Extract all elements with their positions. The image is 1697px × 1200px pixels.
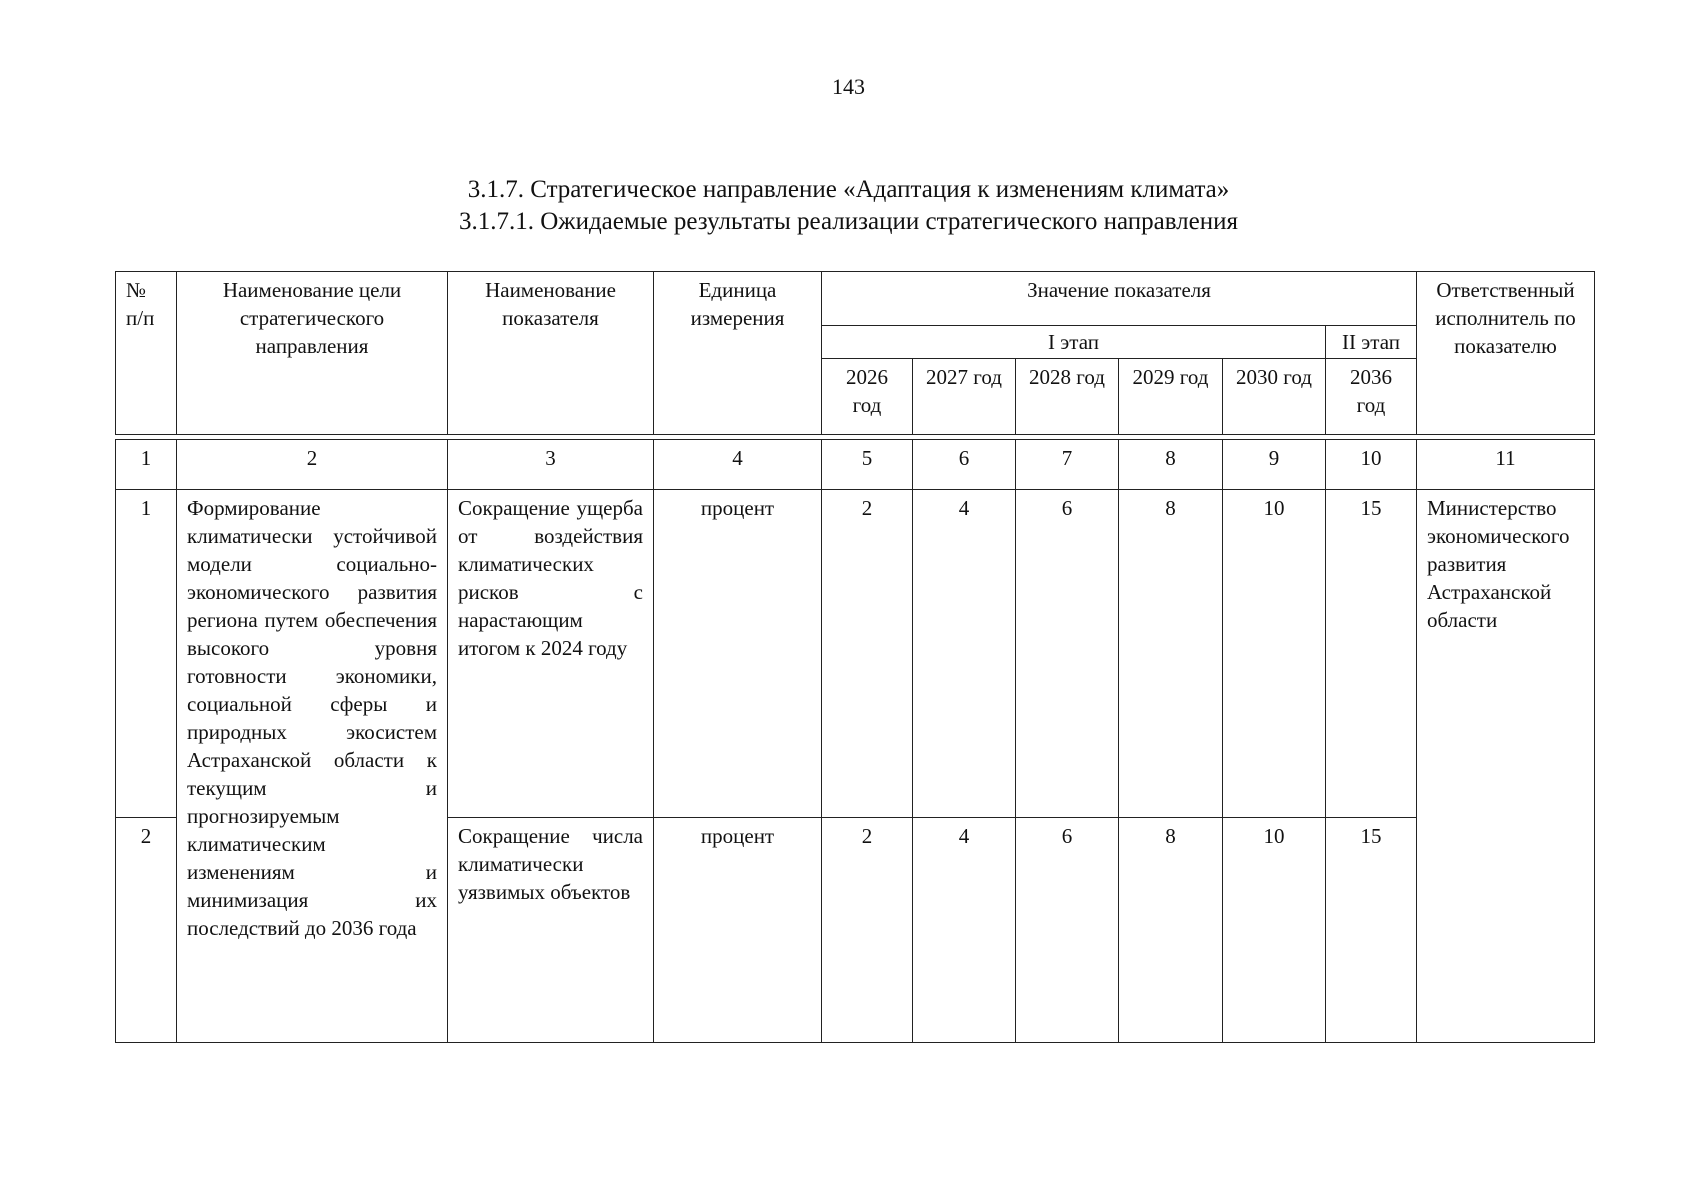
value-2029: 8 (1119, 818, 1223, 1043)
value-2036: 15 (1326, 490, 1417, 818)
results-table-header (115, 271, 1595, 435)
value-2036: 15 (1326, 818, 1417, 1043)
header-num: № п/п (116, 272, 177, 435)
column-number: 3 (448, 440, 654, 490)
header-stage-2: II этап (1326, 326, 1417, 359)
header-value: Значение показателя (822, 272, 1417, 326)
header-year: 2036 год (1326, 359, 1417, 435)
header-year: 2030 год (1223, 359, 1326, 435)
header-responsible: Ответственный исполнитель по показателю (1417, 272, 1595, 435)
results-table-body (115, 439, 1595, 1043)
column-number: 5 (822, 440, 913, 490)
header-year: 2026 год (822, 359, 913, 435)
indicator-name: Сокращение ущерба от воздействия климатических рисков с нарастающим итогом к 2024 году (448, 490, 654, 818)
table-row (116, 490, 1595, 818)
header-year: 2028 год (1016, 359, 1119, 435)
unit: процент (654, 490, 822, 818)
value-2028: 6 (1016, 818, 1119, 1043)
column-number: 7 (1016, 440, 1119, 490)
value-2026: 2 (822, 818, 913, 1043)
value-2028: 6 (1016, 490, 1119, 818)
header-goal: Наименование цели стратегического направления (177, 272, 448, 435)
header-stage-1: I этап (822, 326, 1326, 359)
row-num: 1 (116, 490, 177, 818)
section-title: 3.1.7. Стратегическое направление «Адаптация к изменениям климата» (467, 176, 1230, 203)
value-2030: 10 (1223, 490, 1326, 818)
unit: процент (654, 818, 822, 1043)
goal-text: Формирование климатически устойчивой модели социально-экономического развития региона путем обеспечения высокого уровня готовности экономики, социальной сферы и природных экосистем Астраханской области к текущим и прогнозируемым климатическим изменениям и минимизация их последствий до 2036 года (177, 490, 448, 1043)
header-indicator: Наименование показателя (448, 272, 654, 435)
row-num: 2 (116, 818, 177, 1043)
header-year: 2029 год (1119, 359, 1223, 435)
column-number: 11 (1417, 440, 1595, 490)
subsection-title: 3.1.7.1. Ожидаемые результаты реализации стратегического направления (459, 208, 1238, 235)
column-number: 6 (913, 440, 1016, 490)
header-unit: Единица измерения (654, 272, 822, 435)
header-year: 2027 год (913, 359, 1016, 435)
value-2026: 2 (822, 490, 913, 818)
responsible-executor: Министерство экономического развития Астраханской области (1417, 490, 1595, 1043)
column-number-row (116, 440, 1595, 490)
column-number: 2 (177, 440, 448, 490)
value-2027: 4 (913, 818, 1016, 1043)
value-2029: 8 (1119, 490, 1223, 818)
indicator-name: Сокращение числа климатически уязвимых объектов (448, 818, 654, 1043)
column-number: 8 (1119, 440, 1223, 490)
column-number: 10 (1326, 440, 1417, 490)
column-number: 4 (654, 440, 822, 490)
value-2030: 10 (1223, 818, 1326, 1043)
column-number: 9 (1223, 440, 1326, 490)
value-2027: 4 (913, 490, 1016, 818)
column-number: 1 (116, 440, 177, 490)
page-number: 143 (832, 74, 865, 99)
